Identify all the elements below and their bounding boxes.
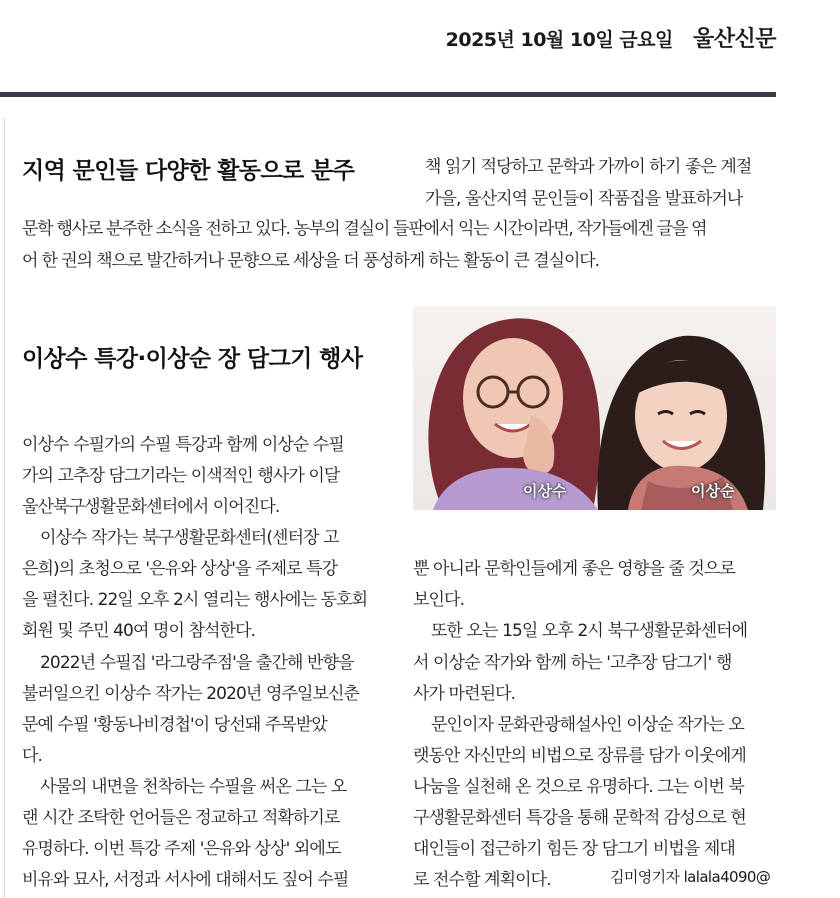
body-line: 비유와 묘사, 서정과 서사에 대해서도 짚어 수필 xyxy=(22,870,349,890)
body-line: 보인다. xyxy=(413,590,465,610)
body-line: 가의 고추장 담그기라는 이색적인 행사가 이달 xyxy=(22,466,340,486)
intro-line: 책 읽기 적당하고 문학과 가까이 하기 좋은 계절 xyxy=(425,157,752,177)
body-line: 랫동안 자신만의 비법으로 장류를 담가 이웃에게 xyxy=(413,746,746,766)
photo-caption-left: 이상수 xyxy=(523,482,567,500)
body-line: 이상수 작가는 북구생활문화센터(센터장 고 xyxy=(40,528,339,548)
body-line: 서 이상순 작가와 함께 하는 '고추장 담그기' 행 xyxy=(413,653,732,673)
body-line: 구생활문화센터 특강을 통해 문학적 감성으로 현 xyxy=(413,808,746,828)
issue-date: 2025년 10월 10일 금요일 xyxy=(445,29,673,51)
body-line: 사가 마련된다. xyxy=(413,684,516,704)
article-headline: 이상수 특강·이상순 장 담그기 행사 xyxy=(22,346,363,372)
body-line: 은희)의 초청으로 '은유와 상상'을 주제로 특강 xyxy=(22,559,338,579)
section-title: 지역 문인들 다양한 활동으로 분주 xyxy=(22,158,355,184)
intro-line: 문학 행사로 분주한 소식을 전하고 있다. 농부의 결실이 들판에서 익는 시간이라면, 작가들에겐 글을 엮 xyxy=(22,219,707,239)
body-line: 로 전수할 계획이다. xyxy=(413,870,551,890)
body-line: 울산북구생활문화센터에서 이어진다. xyxy=(22,497,280,517)
date-line xyxy=(446,22,776,53)
body-line: 문인이자 문화관광해설사인 이상순 작가는 오 xyxy=(431,715,744,735)
photo-caption-right: 이상순 xyxy=(691,482,735,500)
body-line: 2022년 수필집 '라그랑주점'을 출간해 반향을 xyxy=(40,653,354,673)
column-border xyxy=(4,118,5,898)
body-line: 이상수 수필가의 수필 특강과 함께 이상순 수필 xyxy=(22,435,344,455)
body-line: 유명하다. 이번 특강 주제 '은유와 상상' 외에도 xyxy=(22,839,341,859)
byline: 김미영기자 lalala4090@ xyxy=(610,868,771,886)
masthead-rule xyxy=(0,92,776,97)
body-line: 불러일으킨 이상수 작가는 2020년 영주일보신춘 xyxy=(22,684,360,704)
body-line: 대인들이 접근하기 힘든 장 담그기 비법을 제대 xyxy=(413,839,735,859)
body-line: 나눔을 실천해 온 것으로 유명하다. 그는 이번 북 xyxy=(413,777,744,797)
body-line: 을 펼친다. 22일 오후 2시 열리는 행사에는 동호회 xyxy=(22,590,368,610)
body-line: 뿐 아니라 문학인들에게 좋은 영향을 줄 것으로 xyxy=(413,559,735,579)
body-line: 회원 및 주민 40여 명이 참석한다. xyxy=(22,621,256,641)
newspaper-name: 울산신문 xyxy=(692,27,776,52)
body-line: 다. xyxy=(22,746,43,766)
masthead xyxy=(0,0,840,100)
body-line: 문예 수필 '황동나비경첩'이 당선돼 주목받았 xyxy=(22,715,327,735)
body-line: 사물의 내면을 천착하는 수필을 써온 그는 오 xyxy=(40,777,347,797)
body-line: 랜 시간 조탁한 언어들은 정교하고 적확하기로 xyxy=(22,808,340,828)
intro-line: 가을, 울산지역 문인들이 작품집을 발표하거나 xyxy=(425,189,743,209)
body-line: 또한 오는 15일 오후 2시 북구생활문화센터에 xyxy=(431,621,748,641)
author-photo xyxy=(413,306,776,510)
intro-line: 어 한 권의 책으로 발간하거나 문향으로 세상을 더 풍성하게 하는 활동이 큰 결실이다. xyxy=(22,251,599,271)
